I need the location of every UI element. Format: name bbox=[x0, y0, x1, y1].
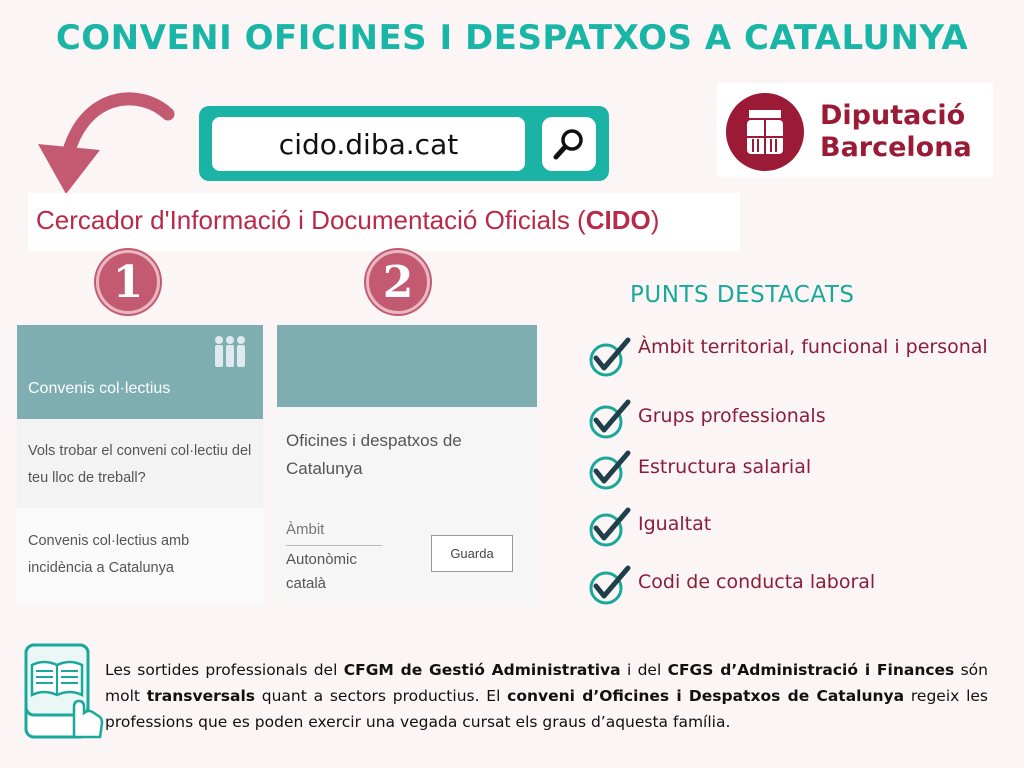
check-icon bbox=[588, 336, 632, 380]
highlight-item bbox=[588, 564, 988, 608]
highlight-text: Igualtat bbox=[638, 513, 712, 535]
cido-heading: Cercador d'Informació i Documentació Oficials (CIDO) bbox=[36, 205, 660, 235]
check-icon bbox=[588, 398, 632, 442]
curved-arrow-icon bbox=[30, 92, 180, 197]
card-convenis-question: Vols trobar el conveni col·lectiu del teu lloc de treball? bbox=[28, 443, 252, 486]
page-title: CONVENI OFICINES I DESPATXOS A CATALUNYA bbox=[55, 18, 969, 58]
diputacio-seal-icon bbox=[725, 92, 805, 172]
highlight-item bbox=[588, 449, 988, 493]
tablet-book-icon bbox=[22, 643, 104, 739]
highlight-text: Estructura salarial bbox=[638, 456, 812, 478]
highlight-item bbox=[588, 506, 988, 550]
footer-paragraph: Les sortides professionals del CFGM de Gestió Administrativa i del CFGS d’Administració i Finances són molt transversals quant a sectors productius. El conveni d’Oficines i Despatxos de Catalunya regeix les professions que es poden exercir una vegada cursat els graus d’aquesta família. bbox=[105, 661, 988, 731]
diputacio-logo-text: Diputació Barcelona bbox=[820, 100, 972, 163]
card-convenis-link[interactable]: Convenis col·lectius amb incidència a Catalunya bbox=[28, 533, 190, 576]
highlight-text: Codi de conducta laboral bbox=[638, 571, 876, 593]
highlight-text: Àmbit territorial, funcional i personal bbox=[638, 336, 988, 358]
search-input[interactable]: cido.diba.cat bbox=[212, 117, 525, 171]
ambit-label: Àmbit bbox=[286, 521, 325, 538]
highlights-title: PUNTS DESTACATS bbox=[630, 282, 855, 308]
search-icon bbox=[551, 126, 587, 162]
check-icon bbox=[588, 506, 632, 550]
highlight-text: Grups professionals bbox=[638, 405, 826, 427]
ambit-divider bbox=[286, 545, 382, 546]
card-oficines-title: Oficines i despatxos de Catalunya bbox=[286, 431, 462, 478]
card-oficines-header bbox=[277, 325, 537, 407]
step-2-badge: 2 bbox=[366, 250, 430, 314]
save-button[interactable]: Guarda bbox=[431, 535, 513, 572]
ambit-value: Autonòmic català bbox=[286, 551, 357, 592]
search-button[interactable] bbox=[542, 117, 596, 171]
highlight-item bbox=[588, 336, 988, 380]
card-convenis-title: Convenis col·lectius bbox=[28, 380, 171, 397]
check-icon bbox=[588, 449, 632, 493]
check-icon bbox=[588, 564, 632, 608]
step-1-badge: 1 bbox=[96, 250, 160, 314]
highlight-item bbox=[588, 398, 988, 442]
people-icon bbox=[212, 335, 248, 369]
